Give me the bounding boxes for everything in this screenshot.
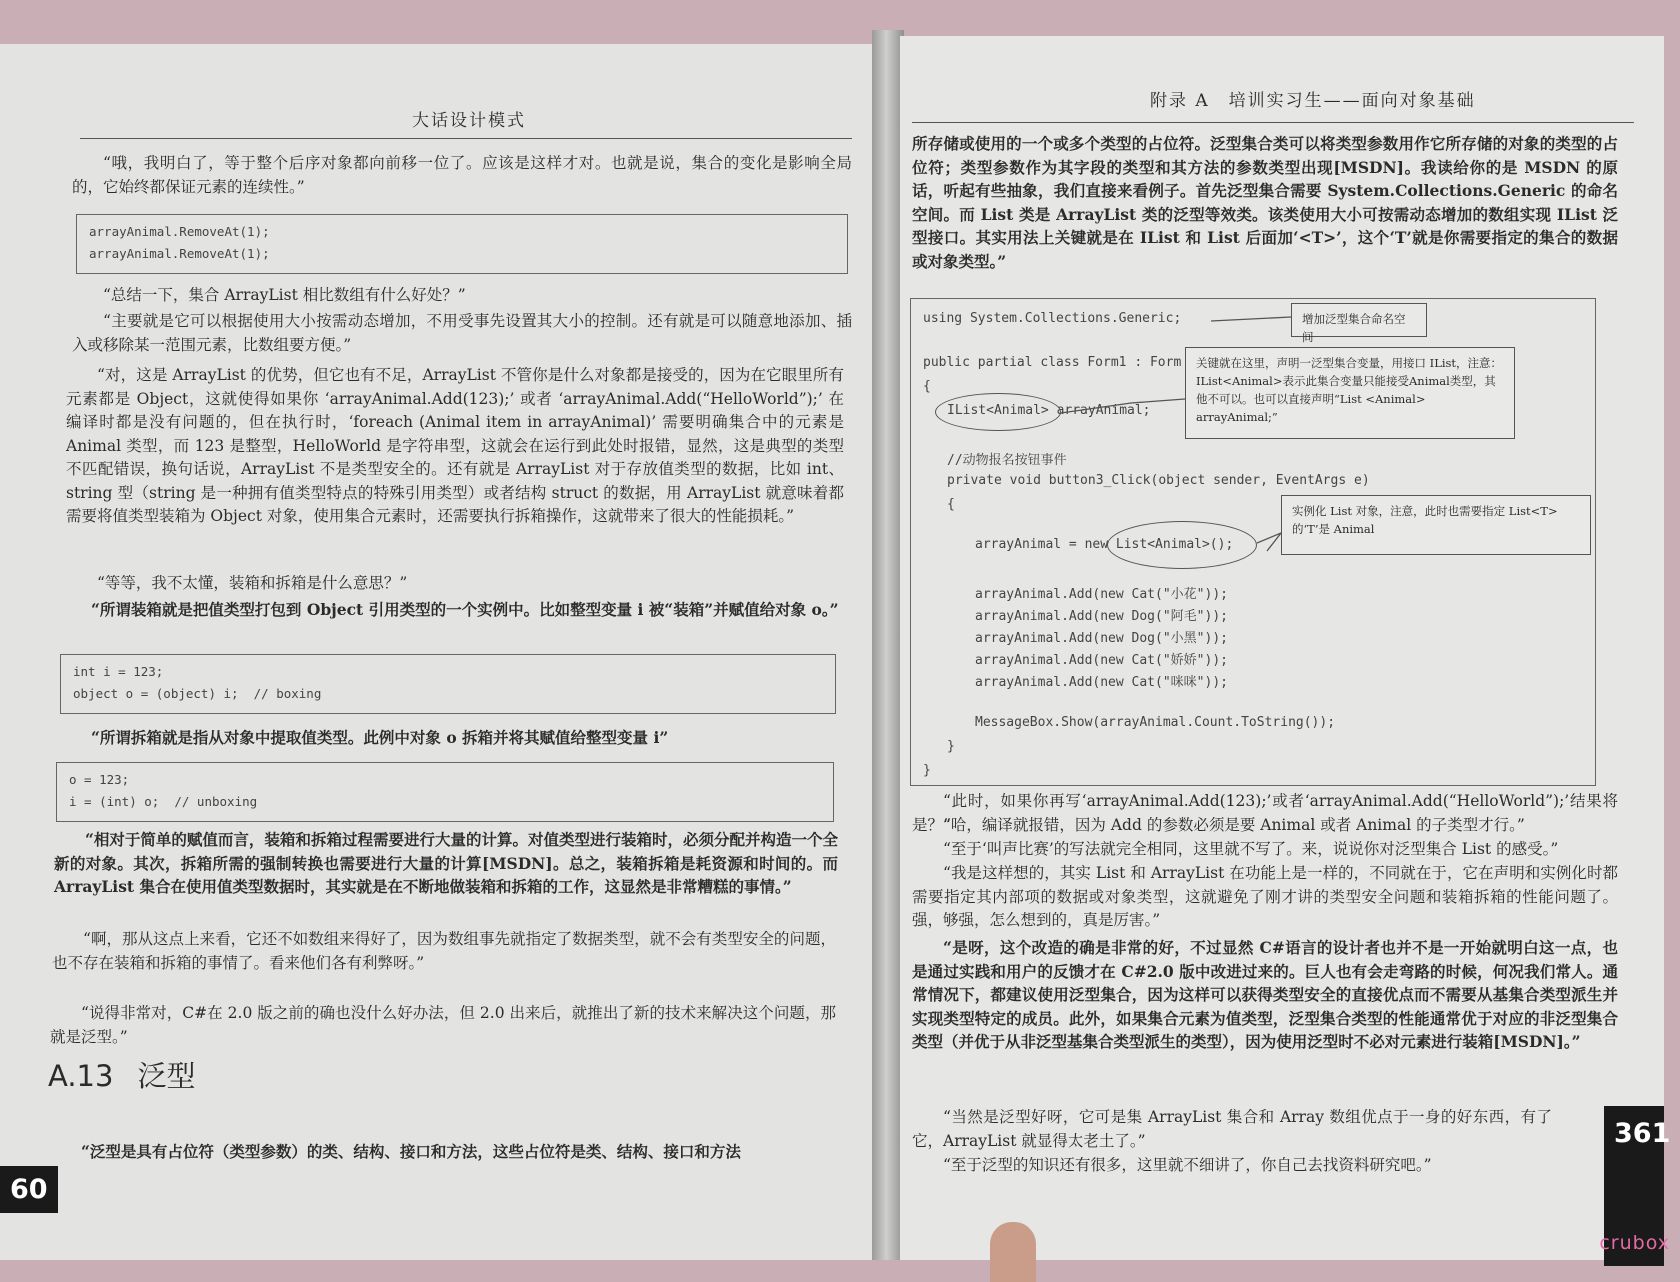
code-line: o = 123;	[69, 772, 130, 787]
section-number: A.13	[48, 1059, 114, 1093]
paragraph: “哦，我明白了，等于整个后序对象都向前移一位了。应该是这样才对。也就是说，集合的变化是影响全局的，它始终都保证元素的连续性。”	[72, 154, 852, 196]
code-block	[60, 654, 836, 714]
code-line: int i = 123;	[73, 664, 164, 679]
paragraph: “等等，我不太懂，装箱和拆箱是什么意思？”	[97, 574, 408, 592]
paragraph: “泛型是具有占位符（类型参数）的类、结构、接口和方法，这些占位符是类、结构、接口和方法	[81, 1142, 741, 1161]
watermark: crubox	[1599, 1232, 1670, 1254]
paragraph: “所谓装箱就是把值类型打包到 Object 引用类型的一个实例中。比如整型变量 i 被“装箱”并赋值给对象 o。”	[91, 600, 839, 619]
code-line: arrayAnimal.RemoveAt(1);	[89, 246, 270, 261]
code-block	[910, 298, 1596, 786]
paragraph: “所谓拆箱就是指从对象中提取值类型。此例中对象 o 拆箱并将其赋值给整型变量 i”	[91, 728, 669, 747]
code-line: arrayAnimal.Add(new Cat("咪咪"));	[975, 675, 1228, 690]
code-token: new List<Animal>();	[1084, 537, 1234, 552]
paragraph: “啊，那从这点上来看，它还不如数组来得好了，因为数组事先就指定了数据类型，就不会有类型安全的问题，也不存在装箱和拆箱的事情了。看来他们各有利弊呀。”	[52, 930, 836, 972]
code-token: IList<Animal>	[947, 403, 1049, 418]
code-token: arrayAnimal;	[1048, 403, 1151, 418]
callout-instantiate: 实例化 List 对象，注意，此时也需要指定 List<T>的‘T’是 Animal	[1281, 495, 1591, 555]
code-line: arrayAnimal.Add(new Dog("阿毛"));	[975, 609, 1228, 624]
paragraph: “此时，如果你再写‘arrayAnimal.Add(123);’或者‘arrayAnimal.Add(“HelloWorld”);’结果将是？”	[912, 792, 1618, 834]
paragraph: “当然是泛型好呀，它可是集 ArrayList 集合和 Array 数组优点于一身的好东西，有了它，ArrayList 就显得太老土了。”	[912, 1108, 1552, 1150]
code-line: arrayAnimal.Add(new Cat("娇娇"));	[975, 653, 1228, 668]
page-number: 60	[0, 1166, 58, 1213]
page-number: 361	[1604, 1106, 1664, 1266]
code-block	[76, 214, 848, 274]
paragraph: “是呀，这个改造的确是非常的好，不过显然 C#语言的设计者也并不是一开始就明白这一点，也是通过实践和用户的反馈才在 C#2.0 版中改进过来的。巨人也有会走弯路的时候，何况我们常人。通常情况下，都建议使用泛型集合，因为这样可以获得类型安全的直接优点而不需要从基集合类型派生并实现类型特定的成员。此外，如果集合元素为值类型，泛型集合类型的性能通常优于对应的非泛型集合类型（并优于从非泛型基集合类型派生的类型），因为使用泛型时不必对元素进行装箱[MSDN]。”	[912, 938, 1618, 1051]
code-line: }	[923, 763, 931, 778]
paragraph: “哈，编译就报错，因为 Add 的参数必须是要 Animal 或者 Animal 的子类型才行。”	[943, 816, 1525, 834]
code-line: object o = (object) i; // boxing	[73, 686, 322, 701]
code-line: using System.Collections.Generic;	[923, 311, 1182, 326]
paragraph: “相对于简单的赋值而言，装箱和拆箱过程需要进行大量的计算。对值类型进行装箱时，必须分配并构造一个全新的对象。其次，拆箱所需的强制转换也需要进行大量的计算[MSDN]。总之，装箱拆箱是耗资源和时间的。而 ArrayList 集合在使用值类型数据时，其实就是在不断地做装箱和拆箱的工作，这显然是非常糟糕的事情。”	[54, 830, 838, 896]
left-page	[0, 44, 876, 1260]
code-line: }	[947, 739, 955, 754]
running-head: 大话设计模式	[412, 111, 526, 131]
header-rule	[912, 122, 1634, 123]
code-comment: //动物报名按钮事件	[947, 453, 1067, 468]
code-line: arrayAnimal.Add(new Dog("小黑"));	[975, 631, 1228, 646]
code-line: MessageBox.Show(arrayAnimal.Count.ToString());	[975, 715, 1336, 730]
paragraph: 所存储或使用的一个或多个类型的占位符。泛型集合类可以将类型参数用作它所存储的对象的类型的占位符；类型参数作为其字段的类型和其方法的参数类型出现[MSDN]。我读给你的是 MSDN 的原话，听起有些抽象，我们直接来看例子。首先泛型集合需要 System.Collections.Generic 的命名空间。而 List 类是 ArrayList 类的泛型等效类。该类使用大小可按需动态增加的数组实现 IList 泛型接口。其实用法上关键就是在 IList 和 List 后面加‘<T>’，这个‘T’就是你需要指定的集合的数据或对象类型。”	[912, 134, 1618, 271]
code-line: {	[923, 379, 931, 394]
paragraph: “至于泛型的知识还有很多，这里就不细讲了，你自己去找资料研究吧。”	[943, 1156, 1432, 1174]
paragraph: “主要就是它可以根据使用大小按需动态增加，不用受事先设置其大小的控制。还有就是可以随意地添加、插入或移除某一范围元素，比数组要方便。”	[72, 312, 852, 354]
running-head: 附录 A 培训实习生——面向对象基础	[1150, 91, 1476, 111]
section-title: 泛型	[137, 1059, 196, 1093]
code-line: {	[947, 497, 955, 512]
thumb	[990, 1222, 1036, 1282]
paragraph: “至于‘叫声比赛’的写法就完全相同，这里就不写了。来，说说你对泛型集合 List 的感受。”	[943, 840, 1559, 858]
code-block	[56, 762, 834, 822]
right-page	[900, 36, 1671, 1260]
code-token: arrayAnimal =	[975, 537, 1085, 552]
section-heading	[48, 1054, 219, 1095]
callout-namespace: 增加泛型集合命名空间	[1291, 303, 1427, 337]
paragraph: “对，这是 ArrayList 的优势，但它也有不足，ArrayList 不管你是什么对象都是接受的，因为在它眼里所有元素都是 Object，这就使得如果你 ‘arrayAnimal.Add(123);’ 或者 ‘arrayAnimal.Add(“HelloWorld”);’ 在编译时都是没有问题的，但在执行时，‘foreach (Animal item in arrayAnimal)’ 需要明确集合中的元素是 Animal 类型，而 123 是整型，HelloWorld 是字符串型，这就会在运行到此处时报错，显然，这是典型的类型不匹配错误，换句话说，ArrayList 不是类型安全的。还有就是 ArrayList 对于存放值类型的数据，比如 int、string 型（string 是一种拥有值类型特点的特殊引用类型）或者结构 struct 的数据，用 ArrayList 就意味着都需要将值类型装箱为 Object 对象，使用集合元素时，还需要执行拆箱操作，这就带来了很大的性能损耗。”	[66, 366, 844, 525]
callout-declare: 关键就在这里，声明一泛型集合变量，用接口 IList，注意：IList<Animal>表示此集合变量只能接受Animal类型，其他不可以。也可以直接声明“List <Animal> arrayAnimal;”	[1185, 347, 1515, 439]
header-rule	[80, 138, 852, 139]
paragraph: “总结一下，集合 ArrayList 相比数组有什么好处？”	[103, 286, 466, 304]
code-line: i = (int) o; // unboxing	[69, 794, 258, 809]
code-line: public partial class Form1 : Form	[923, 355, 1182, 370]
code-line: arrayAnimal.Add(new Cat("小花"));	[975, 587, 1228, 602]
code-line: arrayAnimal.RemoveAt(1);	[89, 224, 270, 239]
paragraph: “说得非常对，C#在 2.0 版之前的确也没什么好办法，但 2.0 出来后，就推出了新的技术来解决这个问题，那就是泛型。”	[50, 1004, 836, 1046]
code-line: private void button3_Click(object sender, EventArgs e)	[947, 473, 1370, 488]
paragraph: “我是这样想的，其实 List 和 ArrayList 在功能上是一样的，不同就在于，它在声明和实例化时都需要指定其内部项的数据或对象类型，这就避免了刚才讲的类型安全问题和装箱拆箱的性能问题了。强，够强，怎么想到的，真是厉害。”	[912, 864, 1618, 929]
